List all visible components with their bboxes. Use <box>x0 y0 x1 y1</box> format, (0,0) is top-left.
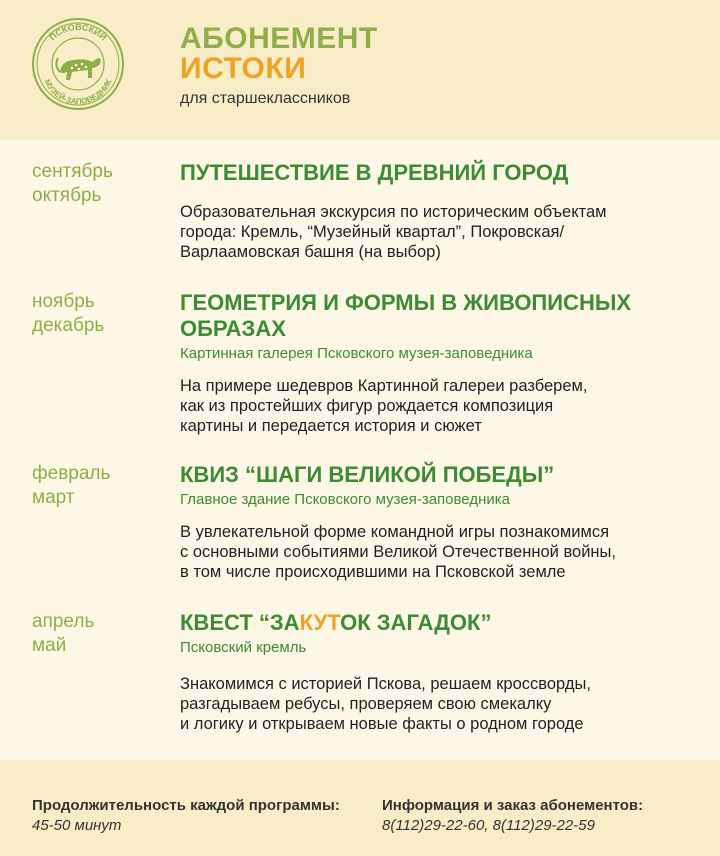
month-label: февраль <box>32 463 111 484</box>
program-description: Знакомимся с историей Пскова, решаем кроссворды, разгадываем ребусы, проверяем свою смекалку и логику и открываем новые факты о родном городе <box>180 675 591 733</box>
program-title: КВИЗ “ШАГИ ВЕЛИКОЙ ПОБЕДЫ” <box>180 462 555 487</box>
month-label: март <box>32 487 75 508</box>
program-description: В увлекательной форме командной игры познакомимся с основными событиями Великой Отечественной войны, в том числе происходившими на Псковской земле <box>180 523 616 581</box>
month-label: ноябрь <box>32 291 95 312</box>
audience-subtitle: для старшеклассников <box>180 90 351 107</box>
program-months <box>32 160 113 208</box>
month-label: май <box>32 635 67 656</box>
leopard-icon <box>56 58 100 80</box>
duration-block <box>32 796 340 836</box>
contact-label: Информация и заказ абонементов: <box>382 797 644 814</box>
contact-block <box>382 796 643 836</box>
contact-phones: 8(112)29-22-60, 8(112)29-22-59 <box>382 817 595 834</box>
subscription-title: АБОНЕМЕНТ <box>180 22 378 55</box>
program-venue: Картинная галерея Псковского музея-заповедника <box>180 345 533 362</box>
program-description: На примере шедевров Картинной галереи разберем, как из простейших фигур рождается композиция картины и передается история и сюжет <box>180 377 588 435</box>
program-months <box>32 290 104 338</box>
museum-logo <box>30 16 126 112</box>
program-venue: Главное здание Псковского музея-заповедника <box>180 491 510 508</box>
program-venue: Псковский кремль <box>180 639 307 656</box>
month-label: декабрь <box>32 315 105 336</box>
program-title: ГЕОМЕТРИЯ И ФОРМЫ В ЖИВОПИСНЫХ ОБРАЗАХ <box>180 290 632 341</box>
program-months <box>32 462 110 510</box>
month-label: октябрь <box>32 185 102 206</box>
program-months <box>32 610 94 658</box>
program-title: ПУТЕШЕСТВИЕ В ДРЕВНИЙ ГОРОД <box>180 160 569 185</box>
duration-value: 45-50 минут <box>32 817 122 834</box>
month-label: сентябрь <box>32 161 113 182</box>
subscription-name: ИСТОКИ <box>180 52 307 85</box>
duration-label: Продолжительность каждой программы: <box>32 797 340 814</box>
svg-text:МУЗЕЙ-ЗАПОВЕДНИК: МУЗЕЙ-ЗАПОВЕДНИК <box>42 77 114 107</box>
svg-text:ПСКОВСКИЙ: ПСКОВСКИЙ <box>47 21 109 43</box>
month-label: апрель <box>32 611 95 632</box>
program-description: Образовательная экскурсия по историческим объектам города: Кремль, “Музейный квартал”, Покровская/ Варлаамовская башня (на выбор) <box>180 203 607 261</box>
program-title: КВЕСТ “ЗАКУТОК ЗАГАДОК” <box>180 610 492 635</box>
